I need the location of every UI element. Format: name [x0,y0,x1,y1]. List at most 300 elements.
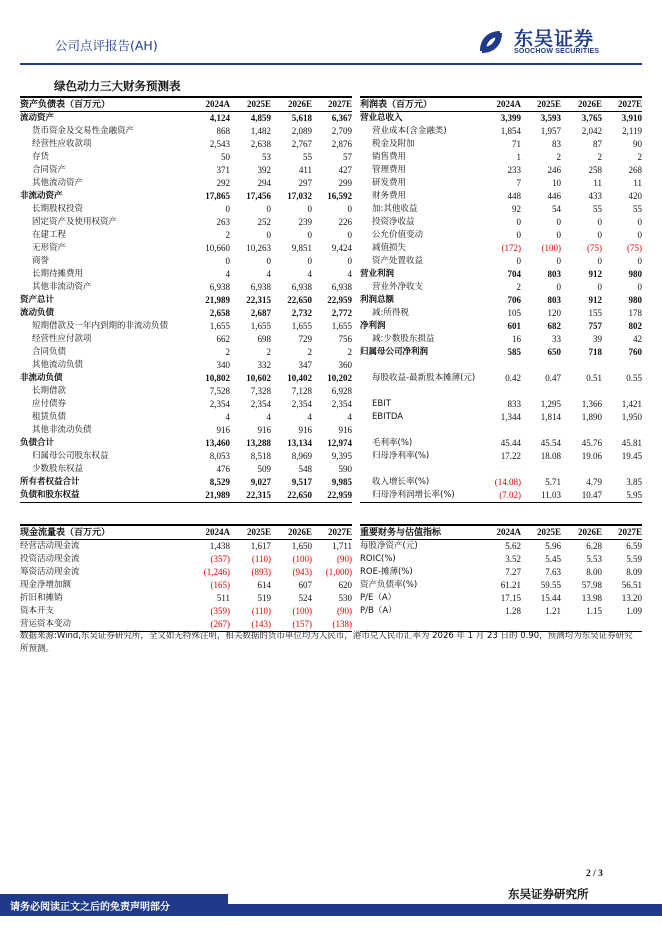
table-row [20,553,352,566]
cell-value: 13,460 [205,438,230,448]
report-type-label: 公司点评报告(AH) [55,38,158,53]
cell-value [602,463,642,476]
cell-value: 53 [262,152,271,162]
table-row [360,307,642,320]
table-row [20,138,352,151]
row-label: 非流动资产 [20,191,63,201]
cell-value: 2,354 [250,399,271,409]
cell-value: 5.59 [626,554,642,564]
table-row [20,125,352,138]
cell-value: 433 [588,191,602,201]
cell-value: (100) [292,554,312,564]
cell-value: 19.06 [581,451,602,461]
table-row [360,398,642,411]
cell-value: (90) [337,606,352,616]
cell-value: 0.55 [626,373,642,383]
table-row [20,489,352,503]
cell-value: 22,650 [287,295,312,305]
cell-value: 2,089 [291,126,312,136]
cell-value: 6.59 [626,541,642,551]
row-label: 其他流动负债 [32,360,84,370]
row-label: 净利润 [360,321,386,331]
row-label: 经营活动现金流 [20,541,80,551]
cell-value: 833 [507,399,521,409]
cell-value: 2,354 [331,399,352,409]
cell-value: (172) [501,243,521,253]
table-row [360,281,642,294]
table-row [360,242,642,255]
cell-value: 5.62 [505,541,521,551]
cell-value: 590 [338,464,352,474]
cell-value: 33 [552,334,561,344]
cell-value: (157) [292,619,312,629]
row-label: 流动负债 [20,308,55,318]
cell-value: 519 [257,593,271,603]
table-row [20,385,352,398]
table-row [360,359,642,372]
cell-value [478,359,521,372]
cell-value: (138) [332,619,352,629]
cell-value: 0 [307,256,312,266]
cell-value: 10,802 [205,373,230,383]
table-row [360,216,642,229]
year-header: 2026E [577,527,602,537]
cell-value: 718 [588,347,602,357]
cell-value: 83 [552,139,561,149]
cell-value: 2,638 [250,139,271,149]
table-row [20,566,352,579]
cell-value: 706 [507,295,521,305]
row-label: 归母净利率(%) [372,451,430,461]
cell-value: 4 [307,412,312,422]
table-row [360,112,642,126]
cell-value: 12,974 [327,438,352,448]
cell-value: 61.21 [500,580,521,590]
cell-value: 1,957 [540,126,561,136]
cell-value: 760 [628,347,642,357]
cell-value: 2,658 [209,308,230,318]
balance-sheet-table [20,96,352,503]
cell-value: 57 [343,152,352,162]
cell-value: 704 [507,269,521,279]
cell-value: 4 [266,412,271,422]
table-row [20,450,352,463]
cell-value: 332 [257,360,271,370]
row-label: 投资净收益 [372,217,415,227]
cell-value: 2,772 [331,308,352,318]
cell-value: 1 [516,152,521,162]
row-label: 经营性应付款项 [32,334,92,344]
table-row [20,320,352,333]
cell-value: 13.98 [581,593,602,603]
cell-value: 2 [225,230,230,240]
cell-value: 17,456 [246,191,271,201]
cell-value: 1,295 [540,399,561,409]
cell-value: 1,854 [500,126,521,136]
row-label: 商誉 [32,256,50,266]
table-row [20,540,352,554]
cell-value: (165) [210,580,230,590]
cell-value [478,424,521,437]
row-label: 财务费用 [372,191,407,201]
table-row [360,190,642,203]
cell-value [602,424,642,437]
section-title: 绿色动力三大财务预测表 [54,79,181,93]
table-row [20,605,352,618]
table-row [20,476,352,489]
row-label [360,359,478,372]
table-row [360,437,642,450]
row-label: 归属母公司股东权益 [32,451,109,461]
cell-value: 5,618 [291,113,312,123]
row-label: 非流动负债 [20,373,63,383]
table-row [360,372,642,385]
cell-value: 1,711 [332,541,352,551]
cell-value: 1,650 [291,541,312,551]
cell-value: (75) [627,243,642,253]
cell-value: 0 [597,256,602,266]
header-divider [20,63,642,65]
cell-value: 17.22 [500,451,521,461]
cell-value: 9,985 [331,477,352,487]
cell-value: 803 [547,295,561,305]
cell-value: 0 [347,204,352,214]
cell-value: 0 [347,230,352,240]
cell-value: 10,402 [287,373,312,383]
cell-value: 6,938 [209,282,230,292]
cell-value: 371 [216,165,230,175]
cell-value: 6,367 [331,113,352,123]
cell-value: (267) [210,619,230,629]
row-label: 固定资产及使用权资产 [32,217,118,227]
cell-value: 268 [628,165,642,175]
year-header: 2025E [536,99,561,109]
row-label: 营业成本(含金融类) [372,126,447,136]
row-label: 现金净增加额 [20,580,72,590]
cell-value: 258 [588,165,602,175]
row-label: 管理费用 [372,165,407,175]
year-header: 2025E [536,527,561,537]
table-row [20,592,352,605]
cell-value: 0 [637,256,642,266]
cell-value: 45.44 [500,438,521,448]
cell-value: 0 [225,256,230,266]
cell-value: 17.15 [500,593,521,603]
cell-value: 0 [266,204,271,214]
table-row [360,320,642,333]
table-row [20,398,352,411]
cell-value: 15.44 [540,593,561,603]
cell-value: 0 [516,256,521,266]
cell-value: 9,517 [291,477,312,487]
cell-value: 448 [507,191,521,201]
row-label: 加:其他收益 [372,204,418,214]
cell-value: (1,246) [203,567,230,577]
table-title: 重要财务与估值指标 [360,527,442,537]
table-row [360,540,642,554]
cell-value: 614 [257,580,271,590]
cell-value [602,385,642,398]
cell-value: 698 [257,334,271,344]
row-label: 投资活动现金流 [20,554,80,564]
row-label: 租赁负债 [32,412,67,422]
row-label: 合同资产 [32,165,67,175]
cell-value: 1,890 [581,412,602,422]
cell-value: 2,354 [291,399,312,409]
table-header-row [20,97,352,112]
cell-value: 7.63 [545,567,561,577]
cell-value: 2 [266,347,271,357]
cell-value: (893) [251,567,271,577]
row-label: 其他非流动负债 [32,425,92,435]
cell-value: 912 [588,269,602,279]
cell-value: 4 [225,269,230,279]
row-label: EBITDA [372,412,404,422]
cell-value: 2,119 [622,126,642,136]
cell-value: 45.54 [540,438,561,448]
table-row [20,164,352,177]
cell-value: 446 [547,191,561,201]
cell-value: 0 [637,217,642,227]
cell-value: 511 [216,593,230,603]
cell-value: 50 [221,152,230,162]
year-header: 2026E [577,99,602,109]
row-label: 无形资产 [32,243,67,253]
cell-value: 17,032 [287,191,312,201]
cell-value: 2 [225,347,230,357]
cell-value: 6,928 [331,386,352,396]
table-row [360,566,642,579]
cell-value: 21,989 [205,295,230,305]
cell-value: 868 [216,126,230,136]
cell-value: 6.28 [586,541,602,551]
cell-value: 87 [593,139,602,149]
cell-value: 0.51 [586,373,602,383]
cell-value: 2 [516,282,521,292]
cell-value: 263 [216,217,230,227]
cell-value: 8.09 [626,567,642,577]
cell-value: 8,053 [209,451,230,461]
cell-value: 120 [547,308,561,318]
cell-value: 22,315 [246,490,271,500]
row-label: 流动资产 [20,113,55,123]
cell-value: 427 [338,165,352,175]
footer-bar-right [228,904,662,916]
cell-value: 601 [507,321,521,331]
cell-value: 2,709 [331,126,352,136]
cell-value: 2,543 [209,139,230,149]
cell-value: 0 [637,282,642,292]
year-header: 2025E [246,527,271,537]
cell-value: 4 [307,269,312,279]
cell-value: 1,344 [500,412,521,422]
cell-value: 8,969 [291,451,312,461]
cell-value: 9,424 [331,243,352,253]
table-row [20,333,352,346]
cell-value: 105 [507,308,521,318]
table-row [20,229,352,242]
table-row [360,605,642,618]
table-row [360,294,642,307]
company-logo [474,24,624,60]
row-label: 少数股东权益 [32,464,84,474]
cell-value: 0 [597,230,602,240]
cell-value: 0 [347,256,352,266]
cell-value: 56.51 [621,580,642,590]
cell-value [561,463,602,476]
cell-value: 2,042 [581,126,602,136]
cell-value: 548 [298,464,312,474]
cell-value [521,385,561,398]
cell-value: 13,288 [246,438,271,448]
cell-value: 916 [298,425,312,435]
cell-value: 239 [298,217,312,227]
cell-value: (75) [587,243,602,253]
cell-value: 6,938 [331,282,352,292]
cell-value: 57.98 [581,580,602,590]
cell-value: 22,650 [287,490,312,500]
cell-value: 0 [556,230,561,240]
cell-value: 4 [266,269,271,279]
cell-value: 45.76 [581,438,602,448]
table-row [20,372,352,385]
cell-value: 226 [338,217,352,227]
row-label: P/B（A） [360,606,397,616]
cell-value: 912 [588,295,602,305]
row-label: 资产负债率(%) [360,580,418,590]
table-row [20,359,352,372]
cell-value: 17,865 [205,191,230,201]
table-row [360,411,642,424]
row-label: 归属母公司净利润 [360,347,429,357]
cell-value: 0 [556,217,561,227]
cell-value: 607 [298,580,312,590]
row-label: 归母净利润增长率(%) [372,490,455,500]
cell-value: 9,851 [291,243,312,253]
cell-value: 0 [556,282,561,292]
table-row [20,255,352,268]
table-row [20,177,352,190]
cell-value: 3.85 [626,477,642,487]
cell-value: 10,263 [246,243,271,253]
cell-value: 18.08 [540,451,561,461]
row-label: 在建工程 [32,230,67,240]
year-header: 2024A [496,99,521,109]
cell-value: 340 [216,360,230,370]
cell-value: 7,128 [291,386,312,396]
row-label: 短期借款及一年内到期的非流动负债 [32,321,169,331]
cell-value: 246 [547,165,561,175]
cell-value: 0 [266,256,271,266]
cell-value: 59.55 [540,580,561,590]
row-label: 减:所得税 [372,308,409,318]
table-row [20,437,352,450]
row-label [360,385,478,398]
table-row [20,242,352,255]
cell-value: 1.21 [545,606,561,616]
cell-value: 11 [593,178,602,188]
cell-value: 1,655 [250,321,271,331]
cell-value: 233 [507,165,521,175]
cell-value: 420 [628,191,642,201]
cell-value: 360 [338,360,352,370]
cell-value: 3,765 [581,113,602,123]
cell-value: 10,660 [205,243,230,253]
year-header: 2024A [205,99,230,109]
table-row [20,268,352,281]
row-label: 减值损失 [372,243,407,253]
cell-value: 5.71 [545,477,561,487]
row-label: 长期待摊费用 [32,269,84,279]
data-source-footnote: 数据来源:Wind,东吴证券研究所，全文如无特殊注明，相关数据的货币单位均为人民币，港币兑人民币汇率为 2026 年 1 月 23 日的 0.90，预测均为东吴证券研究所预测。 [20,631,633,654]
year-header: 2027E [617,527,642,537]
cell-value: (359) [210,606,230,616]
page-number: 2 / 3 [586,869,603,879]
cell-value [602,359,642,372]
row-label: 公允价值变动 [372,230,424,240]
cell-value: 980 [628,269,642,279]
year-header: 2024A [496,527,521,537]
table-row [360,489,642,503]
cell-value: 22,959 [327,295,352,305]
cell-value: (1,000) [325,567,352,577]
row-label: 税金及附加 [372,139,415,149]
cell-value: 1,366 [581,399,602,409]
cell-value: 7.27 [505,567,521,577]
cell-value: 4.79 [586,477,602,487]
row-label: 其他流动资产 [32,178,84,188]
row-label: 减:少数股东损益 [372,334,435,344]
table-row [20,112,352,126]
table-row [360,138,642,151]
row-label: 营业利润 [360,269,395,279]
cell-value: 2 [307,347,312,357]
cell-value: 22,315 [246,295,271,305]
row-label: 资产处置收益 [372,256,424,266]
table-row [360,463,642,476]
table-row [20,579,352,592]
table-row [360,125,642,138]
cell-value: 16,592 [327,191,352,201]
year-header: 2025E [246,99,271,109]
table-row [20,307,352,320]
cell-value: 19.45 [621,451,642,461]
table-row [360,592,642,605]
cell-value: 509 [257,464,271,474]
cell-value: 1,655 [331,321,352,331]
cell-value: (7.02) [499,490,521,500]
table-row [360,255,642,268]
table-row [360,268,642,281]
row-label: 销售费用 [372,152,407,162]
cell-value: 757 [588,321,602,331]
cell-value: 1,814 [540,412,561,422]
row-label: 每股净资产(元) [360,541,418,551]
cell-value: 4 [347,269,352,279]
cell-value: 1,655 [291,321,312,331]
cell-value: 0 [597,217,602,227]
row-label: 应付债券 [32,399,67,409]
row-label: 经营性应收款项 [32,139,92,149]
cell-value: 2 [347,347,352,357]
row-label: 筹资活动现金流 [20,567,80,577]
row-label: 利润总额 [360,295,395,305]
cell-value: 21,989 [205,490,230,500]
cell-value: 916 [216,425,230,435]
cell-value: 0 [637,230,642,240]
cell-value [561,359,602,372]
cell-value: 292 [216,178,230,188]
